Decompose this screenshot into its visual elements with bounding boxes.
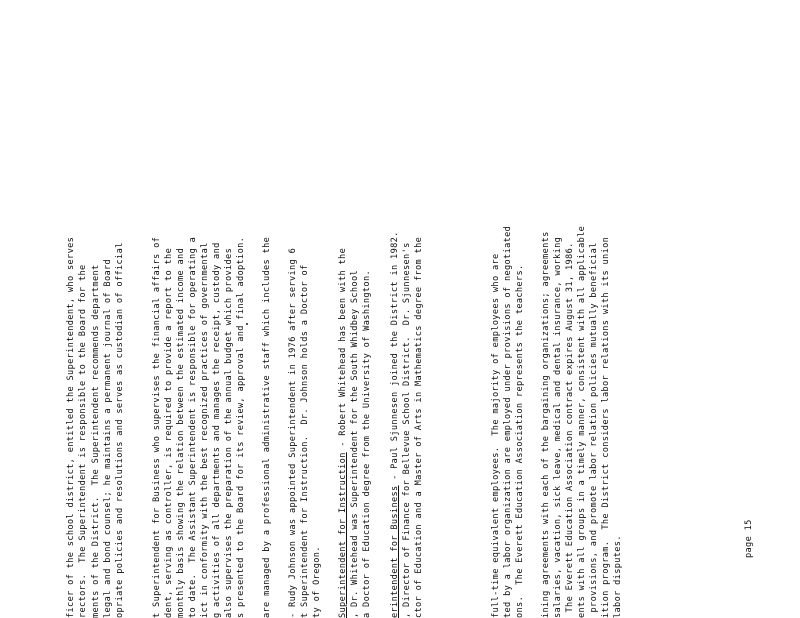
text-line: ments of the District. The Superintendent recommends department xyxy=(91,264,101,618)
text-line: ict in conformity with the best recognized practices of governmental xyxy=(200,242,210,618)
text-line: t Superintendent for Business who supervises the financial affairs of xyxy=(152,236,162,618)
text-line: t Superintendent for Instruction. Dr. Johnson holds a Doctor of xyxy=(300,264,310,618)
section-heading: erintendent for Business xyxy=(390,485,400,618)
text-line: labor disputes. xyxy=(613,535,623,618)
text-line: dent, serving as controller, is required to provide a report to the xyxy=(164,247,174,618)
text-line xyxy=(338,248,349,618)
text-line: ition program. The District considers labor relations with its union xyxy=(601,236,611,618)
section-heading: Superintendent for Instruction xyxy=(338,452,348,618)
page-number: page 15 xyxy=(744,519,754,558)
text-line: opriate policies and resolutions and serves as custodian of official xyxy=(115,242,125,618)
text-line: ents with all groups in a timely manner, consistent with all applicable xyxy=(577,225,587,618)
text-line: ining agreements with each of the bargaining organizations; agreements xyxy=(541,231,551,618)
text-line: ficer of the school district, entitled the Superintendent, who serves xyxy=(66,236,76,618)
text-line: , Director of Finance for Bellevue School District. Dr. Sjunnesen's xyxy=(402,242,412,618)
text-line: , Dr. Whitehead was Superintendent for the South Whidbey School xyxy=(350,269,360,618)
text-line: rectors. The Superintendent is responsible to the Board for the xyxy=(78,264,88,618)
text-line: are managed by a professional administrative staff which includes the xyxy=(262,236,272,618)
text-line: ctor of Education and a Master of Arts in Mathematics degree from the xyxy=(414,236,424,618)
text-line: - Rudy Johnson was appointed Superintendent in 1976 after serving 6 xyxy=(288,247,298,618)
text-line: a Doctor of Education degree from the University of Washington. xyxy=(362,269,372,618)
text-line: salaries, vacation, sick leave, medical and dental insurance, working xyxy=(553,236,563,618)
line-text: - Robert Whitehead has been with the xyxy=(338,247,348,453)
text-line: ty of Oregon. xyxy=(312,546,322,618)
text-line: monthly basis showing the relation between the estimated income and xyxy=(176,247,186,618)
text-line: ons. The Everett Education Association represents the teachers. xyxy=(515,264,525,618)
text-line: also supervises the preparation of the annual budget which provides xyxy=(224,247,234,618)
text-line: legal and bond counsel; he maintains a permanent journal of Board xyxy=(103,258,113,618)
text-line: g activities of all departments and manages the receipt, custody and xyxy=(212,242,222,618)
text-line xyxy=(390,231,401,618)
line-text: - Paul Sjunnesen joined the District in 1982. xyxy=(390,231,400,486)
text-line: full-time equivalent employees. The majority of employees who are xyxy=(491,253,501,618)
text-line: to date. The Assistant Superintendent is responsible for operating a xyxy=(188,236,198,618)
text-line: ted by a labor organization are employed under provisions of negotiated xyxy=(503,225,513,618)
text-line: s presented to the Board for its review, approval and final adoption. xyxy=(236,236,246,618)
text-line: provisions, and promote labor relation policies mutually beneficial xyxy=(589,242,599,618)
text-line: The Everett Education Association contract expires August 31, 1986. xyxy=(565,242,575,618)
